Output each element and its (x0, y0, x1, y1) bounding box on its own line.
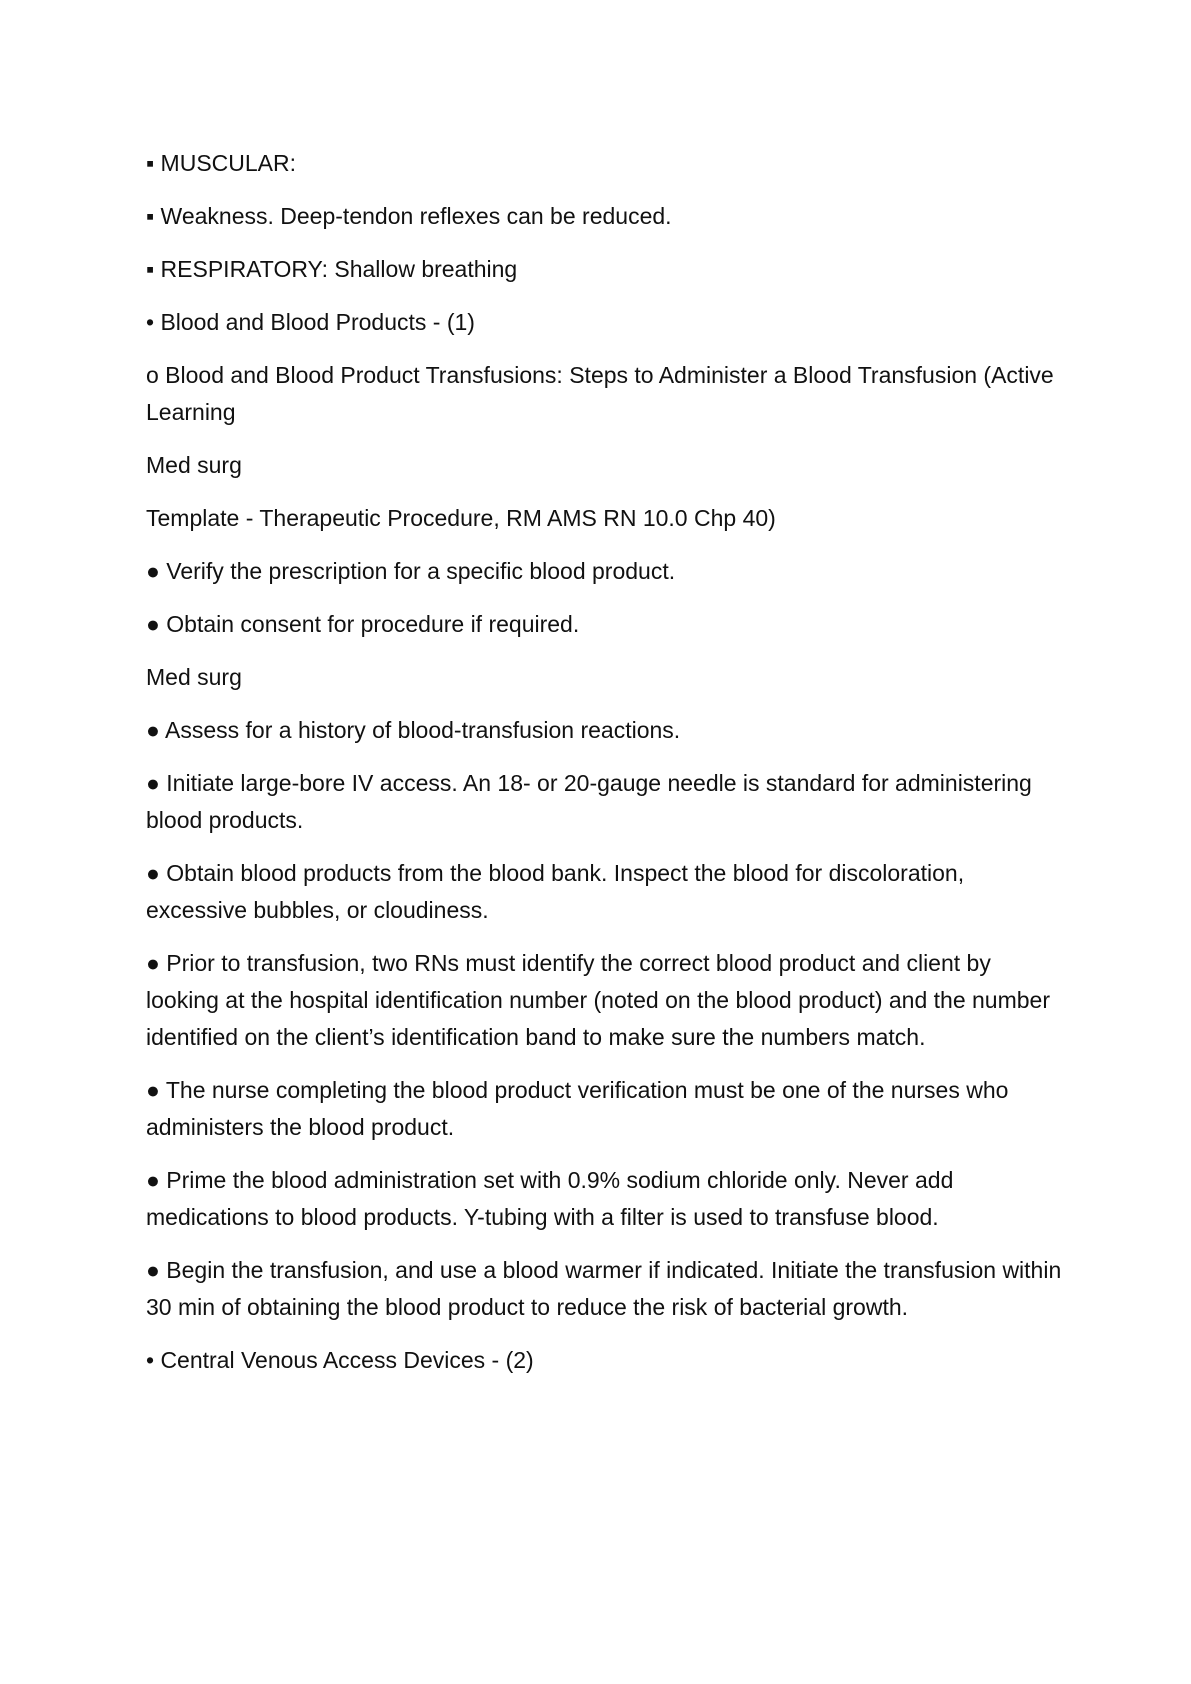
step-iv-access: ● Initiate large-bore IV access. An 18- or 20-gauge needle is standard for administering blood products. (146, 770, 1032, 833)
note-med-surg: Med surg (146, 664, 242, 690)
step-begin-transfusion: ● Begin the transfusion, and use a blood warmer if indicated. Initiate the transfusion within 30 min of obtaining the blood product to reduce the risk of bacterial growth. (146, 1257, 1062, 1320)
document-body (146, 145, 1066, 1395)
step-verification-nurse: ● The nurse completing the blood product verification must be one of the nurses who administers the blood product. (146, 1077, 1009, 1140)
sub-bullet-transfusion-steps: o Blood and Blood Product Transfusions: Steps to Administer a Blood Transfusion (Active Learning (146, 362, 1054, 425)
step-prime-set: ● Prime the blood administration set with 0.9% sodium chloride only. Never add medications to blood products. Y-tubing with a filter is used to transfuse blood. (146, 1167, 954, 1230)
section-heading-muscular: ▪ MUSCULAR: (146, 150, 297, 176)
bullet-blood-products: • Blood and Blood Products - (1) (146, 309, 475, 335)
step-identify-product: ● Prior to transfusion, two RNs must identify the correct blood product and client by looking at the hospital identification number (noted on the blood product) and the number identified on the client’s identification band to make sure the numbers match. (146, 950, 1050, 1050)
bullet-weakness: ▪ Weakness. Deep-tendon reflexes can be reduced. (146, 203, 672, 229)
template-reference: Template - Therapeutic Procedure, RM AMS RN 10.0 Chp 40) (146, 505, 776, 531)
bullet-respiratory: ▪ RESPIRATORY: Shallow breathing (146, 256, 518, 282)
step-obtain-consent: ● Obtain consent for procedure if required. (146, 611, 580, 637)
step-assess-history: ● Assess for a history of blood-transfusion reactions. (146, 717, 681, 743)
bullet-central-venous: • Central Venous Access Devices - (2) (146, 1347, 534, 1373)
step-verify-prescription: ● Verify the prescription for a specific blood product. (146, 558, 676, 584)
step-obtain-blood: ● Obtain blood products from the blood bank. Inspect the blood for discoloration, excessive bubbles, or cloudiness. (146, 860, 965, 923)
note-med-surg: Med surg (146, 452, 242, 478)
